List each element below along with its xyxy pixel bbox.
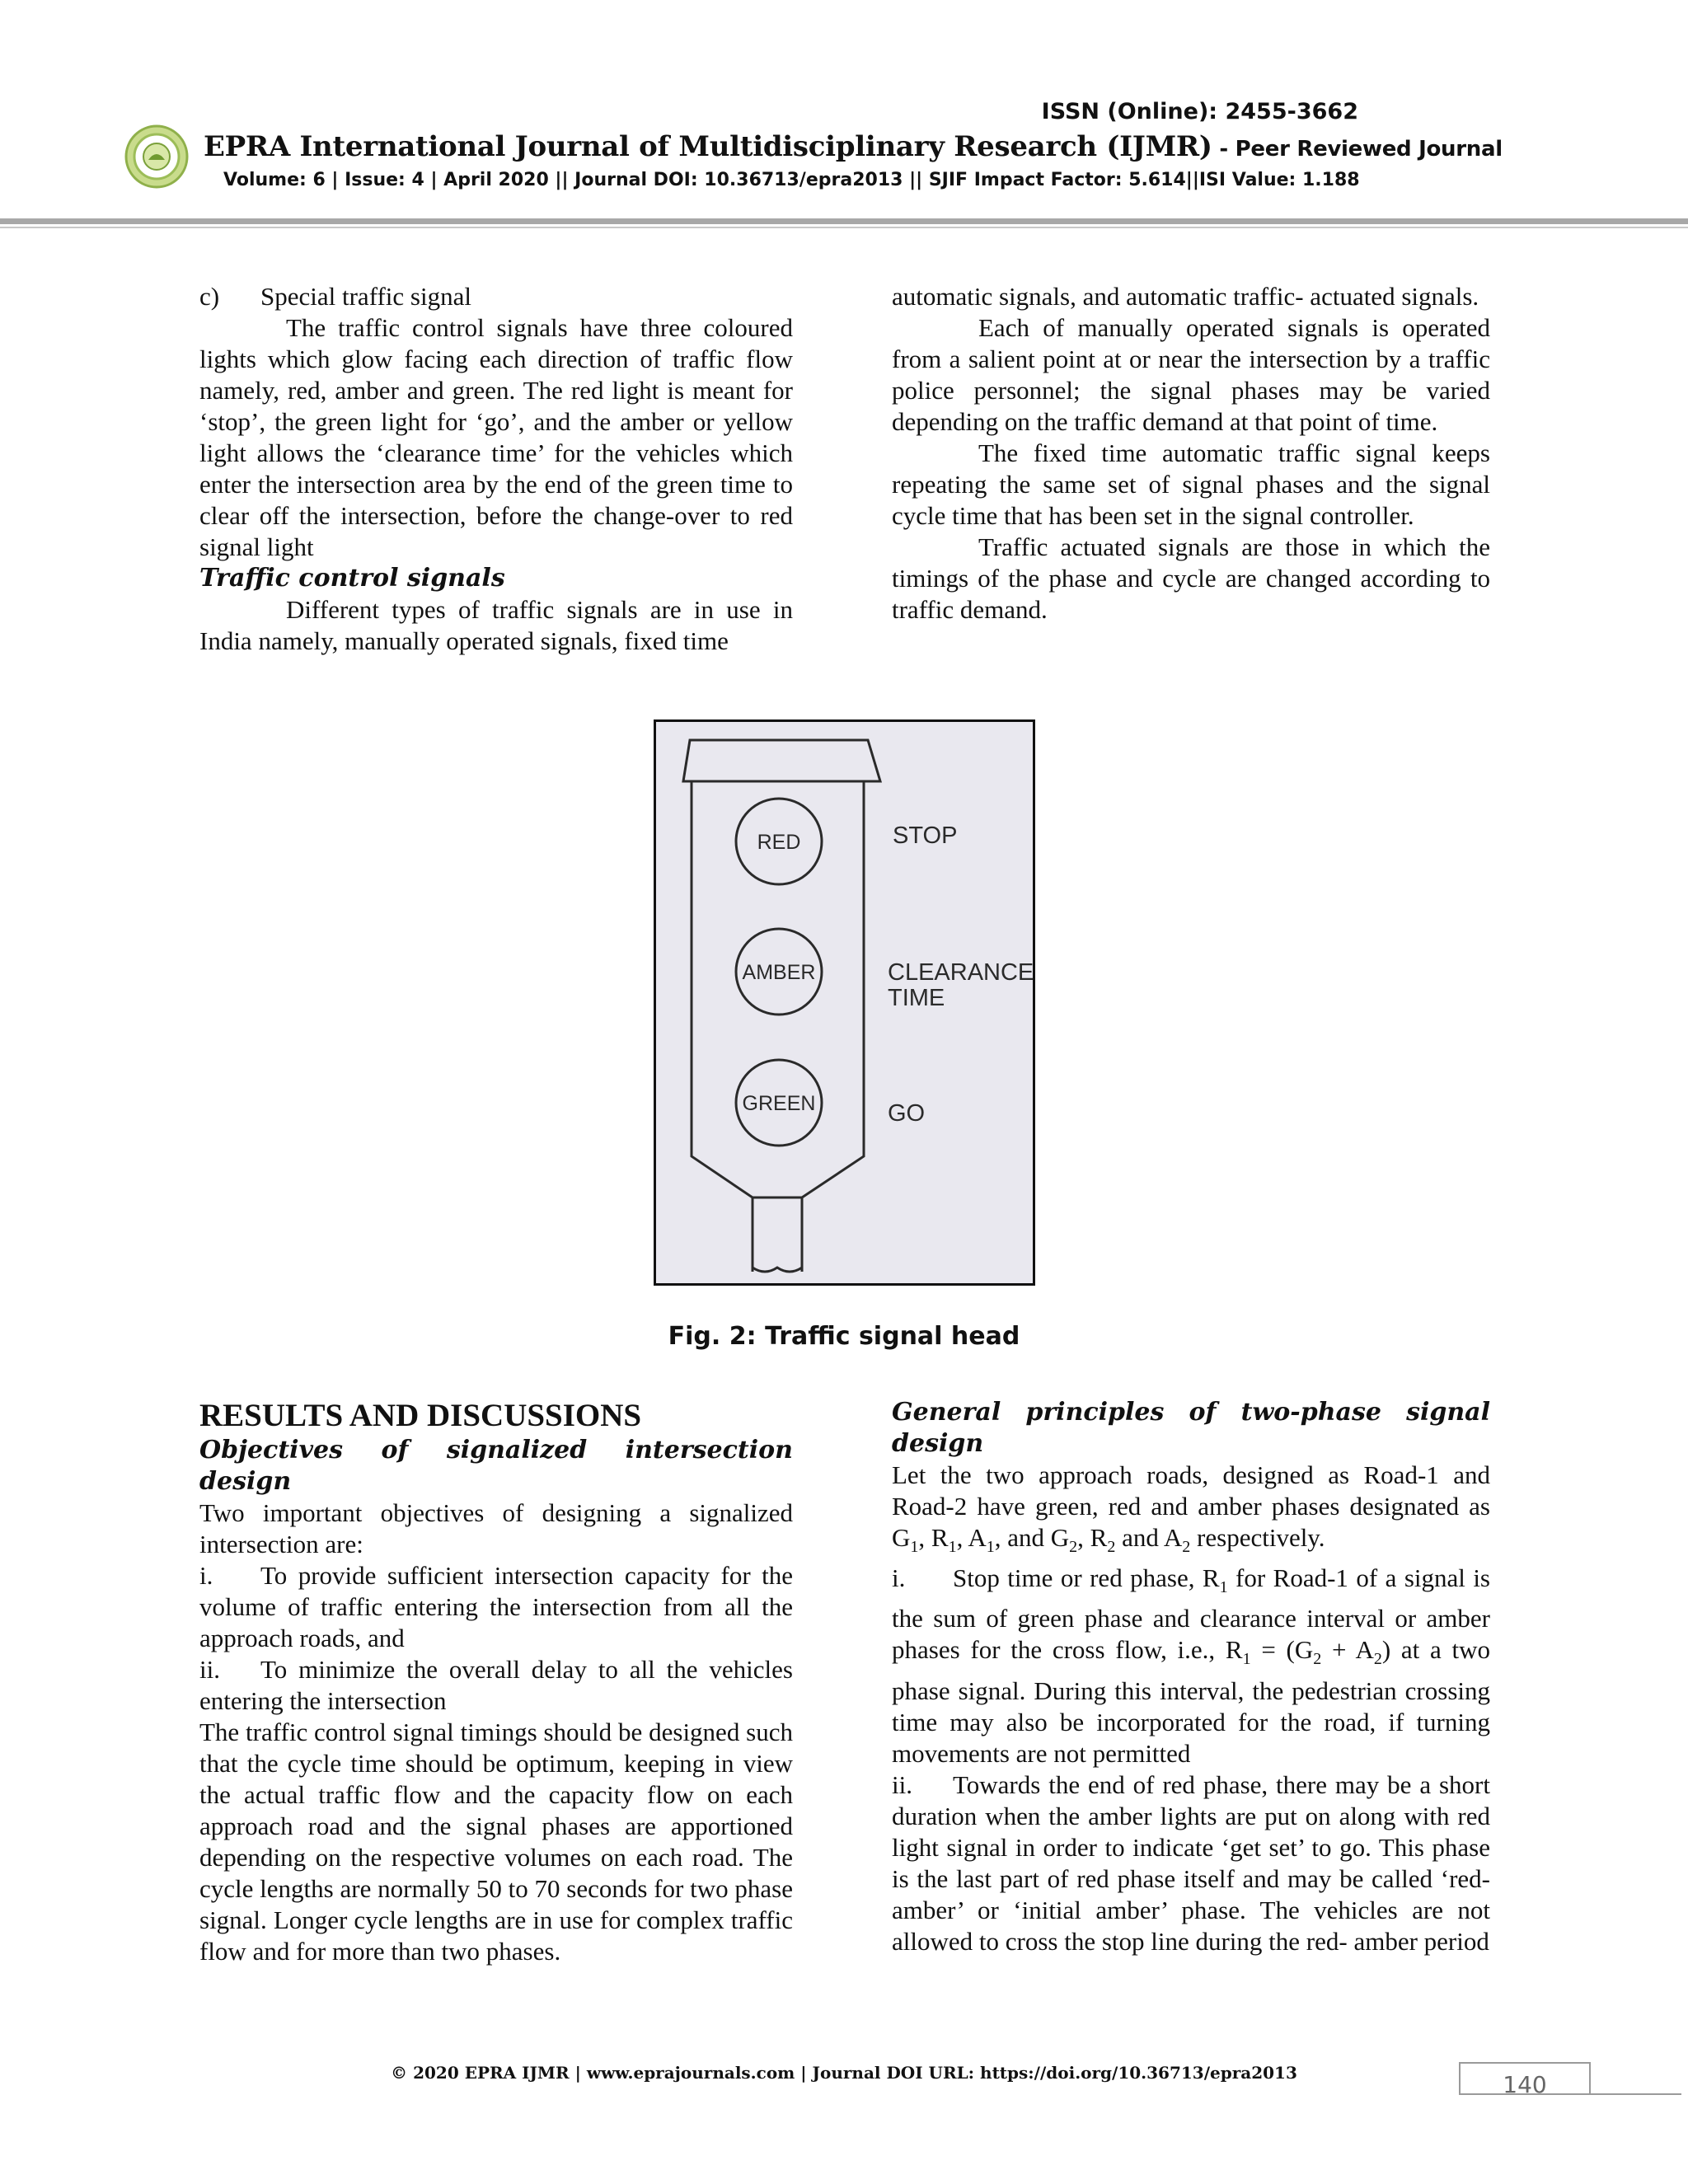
- go-label: GO: [888, 1100, 926, 1127]
- list-item: i. To provide sufficient intersection capacity for the volume of traffic entering the intersection from all the approach roads, and: [199, 1561, 793, 1652]
- paragraph: The traffic control signal timings should be designed such that the cycle time should be optimum, keeping in view the actual traffic flow and the capacity flow on each approach road and the signal phases are apportioned depending on the respective volumes on each road. The cycle lengths are normally 50 to 70 seconds for two phase signal. Longer cycle lengths are in use for complex traffic flow and for more than two phases.: [199, 1718, 793, 1966]
- list-item: ii. Towards the end of red phase, there may be a short duration when the amber lights are put on along with red light signal in order to indicate ‘get set’ to go. This phase is the last part of red phase itself and may be called ‘red-amber’ or ‘initial amber’ phase. The vehicles are not allowed to cross the stop line during the red- amber period: [892, 1769, 1490, 1956]
- page-number: 140: [1503, 2071, 1547, 2098]
- paragraph: automatic signals, and automatic traffic- actuated signals.: [892, 282, 1479, 311]
- paragraph: Traffic actuated signals are those in which the timings of the phase and cycle are changed according to traffic demand.: [892, 532, 1490, 624]
- paragraph: The fixed time automatic traffic signal keeps repeating the same set of signal phases and the signal cycle time that has been set in the signal controller.: [892, 438, 1490, 530]
- left-column-bottom: [199, 1397, 793, 1967]
- right-column-bottom: [892, 1397, 1490, 1957]
- figure-frame: [655, 721, 1034, 1285]
- list-item: ii. To minimize the overall delay to all the vehicles entering the intersection: [199, 1655, 793, 1715]
- item-c: c) Special traffic signal: [199, 282, 471, 311]
- stop-label: STOP: [893, 823, 958, 849]
- lamp-amber-label: AMBER: [742, 961, 816, 984]
- paragraph: Let the two approach roads, designed as Road-1 and Road-2 have green, red and amber phases designated as $G_1$, $R_1$, $A_1$, and $G_2$, $R_2$ and $A_2$ respectively.: [892, 1460, 1490, 1557]
- subheading: Traffic control signals: [199, 564, 505, 593]
- paragraph: Each of manually operated signals is operated from a salient point at or near the intersection by a traffic police personnel; the signal phases may be varied depending on the traffic demand at that point of time.: [892, 313, 1490, 436]
- paragraph: Two important objectives of designing a signalized intersection are:: [199, 1498, 793, 1558]
- right-column-top: [892, 281, 1490, 626]
- lamp-green-label: GREEN: [742, 1092, 816, 1115]
- paragraph: Different types of traffic signals are in use in India namely, manually operated signals, fixed time: [199, 595, 793, 655]
- journal-title: EPRA International Journal of Multidisciplinary Research (IJMR) - Peer Reviewed Journal: [204, 130, 1503, 163]
- clearance-label: CLEARANCE: [888, 959, 1034, 986]
- header-rule: [0, 218, 1688, 224]
- header-rule-thin: [0, 227, 1688, 228]
- section-heading: RESULTS AND DISCUSSIONS: [199, 1398, 642, 1433]
- footer: © 2020 EPRA IJMR | www.eprajournals.com | Journal DOI URL: https://doi.org/10.36713/epra2013: [391, 2063, 1297, 2083]
- list-item: i. Stop time or red phase, $R_1$ for Road-1 of a signal is the sum of green phase and clearance interval or amber phases for the cross flow, i.e., $R_1 = (G_2 + A_2)$ at a two phase signal. During this interval, the pedestrian crossing time may also be incorporated for the road, if turning movements are not permitted: [892, 1563, 1490, 1768]
- time-label: TIME: [888, 985, 945, 1011]
- copyright-icon: ©: [391, 2063, 408, 2083]
- journal-logo-icon: [124, 124, 190, 190]
- volume-line: Volume: 6 | Issue: 4 | April 2020 || Journal DOI: 10.36713/epra2013 || SJIF Impact Factor: 5.614||ISI Value: 1.188: [223, 170, 1360, 190]
- subheading: Objectives of signalized intersection design: [199, 1436, 793, 1496]
- issn: ISSN (Online): 2455-3662: [1041, 99, 1358, 124]
- left-column-top: [199, 281, 793, 657]
- lamp-red-label: RED: [757, 831, 801, 854]
- traffic-signal-figure: [654, 719, 1035, 1286]
- subheading: General principles of two-phase signal design: [892, 1398, 1490, 1458]
- paragraph: The traffic control signals have three coloured lights which glow facing each direction of traffic flow namely, red, amber and green. The red light is meant for ‘stop’, the green light for ‘go’, and the amber or yellow light allows the ‘clearance time’ for the vehicles which enter the intersection area by the end of the green time to clear off the intersection, before the change-over to red signal light: [199, 313, 793, 561]
- figure-caption: Fig. 2: Traffic signal head: [668, 1322, 1020, 1351]
